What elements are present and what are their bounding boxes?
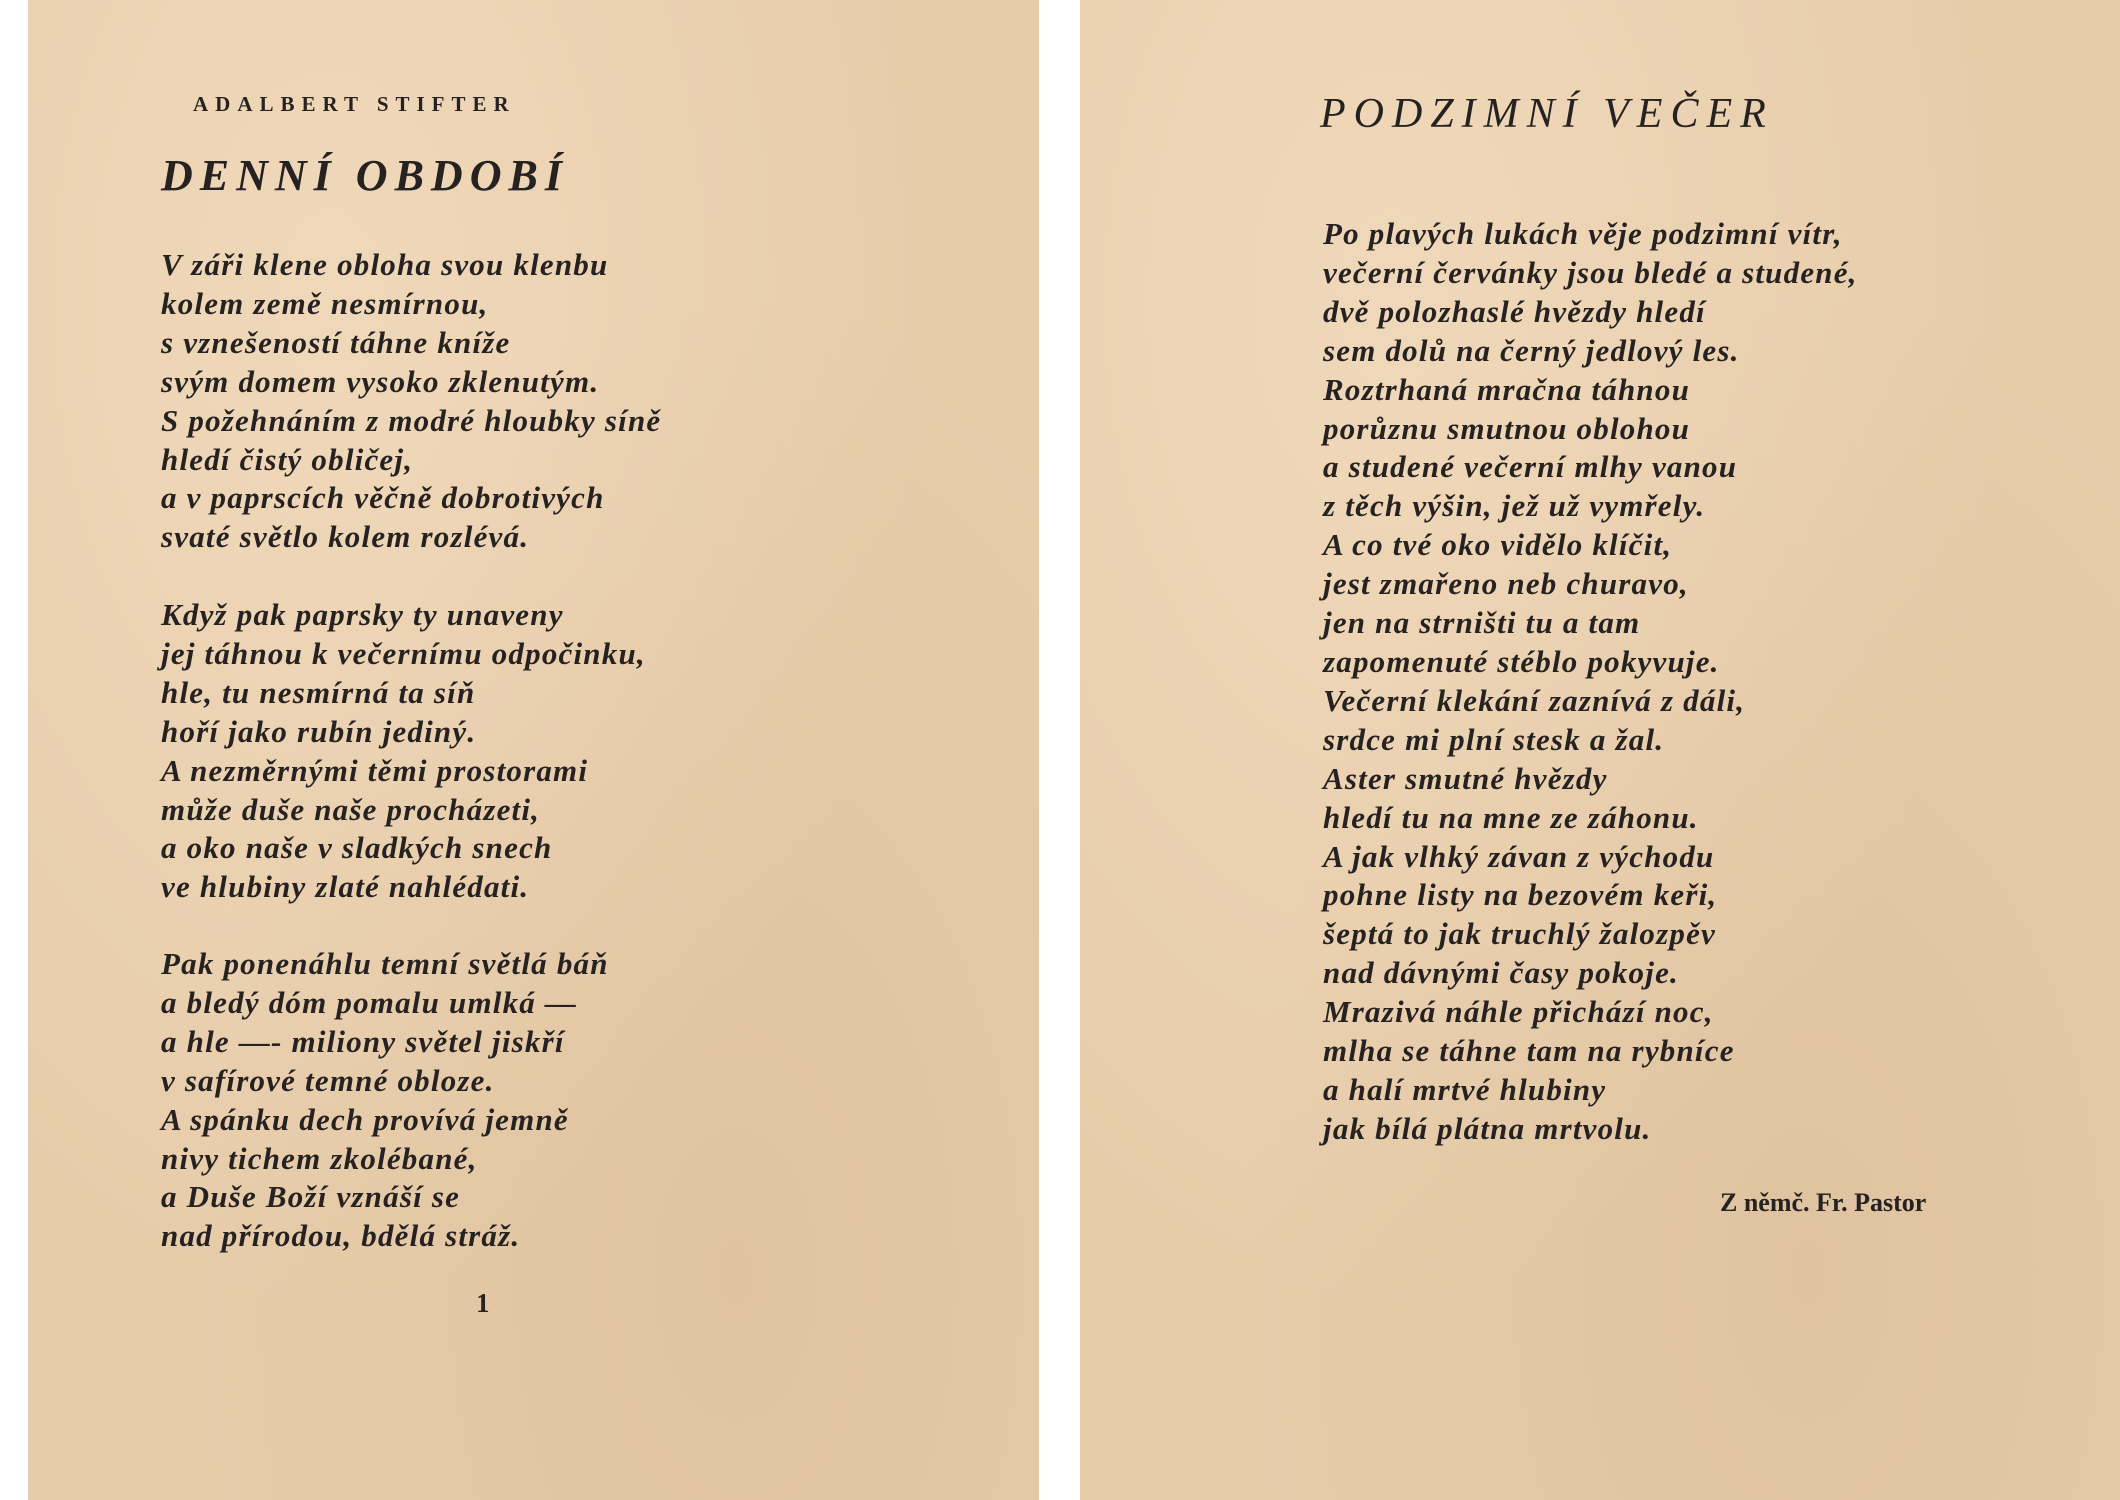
verse-line: Roztrhaná mračna táhnou bbox=[1323, 371, 1691, 407]
stanza-1 bbox=[161, 246, 661, 557]
verse-line: hoří jako rubín jediný. bbox=[161, 713, 477, 749]
page-number: 1 bbox=[476, 1288, 490, 1318]
verse-line: S požehnáním z modré hloubky síně bbox=[161, 402, 662, 438]
verse-line: Aster smutné hvězdy bbox=[1323, 760, 1608, 796]
verse-line: V záři klene obloha svou klenbu bbox=[161, 247, 609, 282]
verse-line: v safírové temné obloze. bbox=[161, 1062, 495, 1098]
verse-line: svaté světlo kolem rozlévá. bbox=[161, 519, 530, 555]
verse-line: zapomenuté stéblo pokyvuje. bbox=[1323, 643, 1720, 679]
verse-line: A co tvé oko vidělo klíčit, bbox=[1323, 527, 1673, 563]
verse-line: mlha se táhne tam na rybníce bbox=[1323, 1033, 1735, 1069]
poem-title-right: PODZIMNÍ VEČER bbox=[1320, 91, 1774, 137]
verse-line: svým domem vysoko zklenutým. bbox=[161, 363, 600, 399]
verse-line: hledí tu na mne ze záhonu. bbox=[1323, 799, 1699, 835]
poem-title-left: DENNÍ OBDOBÍ bbox=[161, 151, 569, 200]
verse-line: Když pak paprsky ty unaveny bbox=[161, 597, 564, 632]
verse-line: nad přírodou, bdělá stráž. bbox=[161, 1218, 521, 1254]
author-name: ADALBERT STIFTER bbox=[193, 92, 516, 116]
poem-body-right bbox=[1323, 215, 1858, 1149]
verse-line: jak bílá plátna mrtvolu. bbox=[1323, 1110, 1652, 1146]
verse-line: šeptá to jak truchlý žalozpěv bbox=[1323, 916, 1717, 952]
verse-line: a bledý dóm pomalu umlká — bbox=[161, 984, 578, 1020]
verse-line: porůznu smutnou oblohou bbox=[1323, 410, 1691, 446]
verse-line: srdce mi plní stesk a žal. bbox=[1323, 721, 1665, 757]
verse-line: z těch výšin, jež už vymřely. bbox=[1323, 488, 1706, 524]
verse-line: a studené večerní mlhy vanou bbox=[1323, 449, 1738, 485]
stanza-2 bbox=[161, 596, 646, 907]
verse-line: nivy tichem zkolébané, bbox=[161, 1140, 478, 1176]
verse-line: jen na strništi tu a tam bbox=[1323, 605, 1641, 641]
stanza-3 bbox=[161, 945, 609, 1256]
verse-line: ve hlubiny zlaté nahlédati. bbox=[161, 869, 530, 905]
verse-line: a oko naše v sladkých snech bbox=[161, 830, 553, 866]
verse-line: s vznešeností táhne kníže bbox=[161, 324, 511, 360]
translator-credit: Z němč. Fr. Pastor bbox=[1720, 1188, 1927, 1217]
verse-line: jej táhnou k večernímu odpočinku, bbox=[161, 635, 646, 671]
verse-line: hledí čistý obličej, bbox=[161, 441, 414, 477]
verse-line: pohne listy na bezovém keři, bbox=[1323, 877, 1718, 913]
verse-line: a halí mrtvé hlubiny bbox=[1323, 1071, 1607, 1107]
verse-line: Pak ponenáhlu temní světlá báň bbox=[161, 946, 609, 981]
verse-line: a hle —- miliony světel jiskří bbox=[161, 1023, 565, 1059]
verse-line: nad dávnými časy pokoje. bbox=[1323, 955, 1679, 991]
right-page bbox=[1080, 0, 2120, 1500]
verse-line: večerní červánky jsou bledé a studené, bbox=[1323, 254, 1858, 290]
verse-line: A nezměrnými těmi prostorami bbox=[161, 752, 589, 788]
verse-line: A jak vlhký závan z východu bbox=[1323, 838, 1715, 874]
verse-line: sem dolů na černý jedlový les. bbox=[1323, 332, 1740, 368]
verse-line: může duše naše procházeti, bbox=[161, 791, 541, 827]
verse-line: hle, tu nesmírná ta síň bbox=[161, 674, 476, 710]
verse-line: Mrazivá náhle přichází noc, bbox=[1323, 994, 1714, 1030]
verse-line: a v paprscích věčně dobrotivých bbox=[161, 480, 605, 516]
verse-line: a Duše Boží vznáší se bbox=[161, 1179, 461, 1215]
verse-line: Večerní klekání zaznívá z dáli, bbox=[1323, 682, 1746, 718]
verse-line: kolem země nesmírnou, bbox=[161, 285, 489, 321]
verse-line: jest zmařeno neb churavo, bbox=[1323, 566, 1689, 602]
left-page bbox=[28, 0, 1039, 1500]
verse-line: A spánku dech provívá jemně bbox=[161, 1101, 569, 1137]
verse-line: Po plavých lukách věje podzimní vítr, bbox=[1323, 216, 1843, 251]
verse-line: dvě polozhaslé hvězdy hledí bbox=[1323, 293, 1706, 329]
